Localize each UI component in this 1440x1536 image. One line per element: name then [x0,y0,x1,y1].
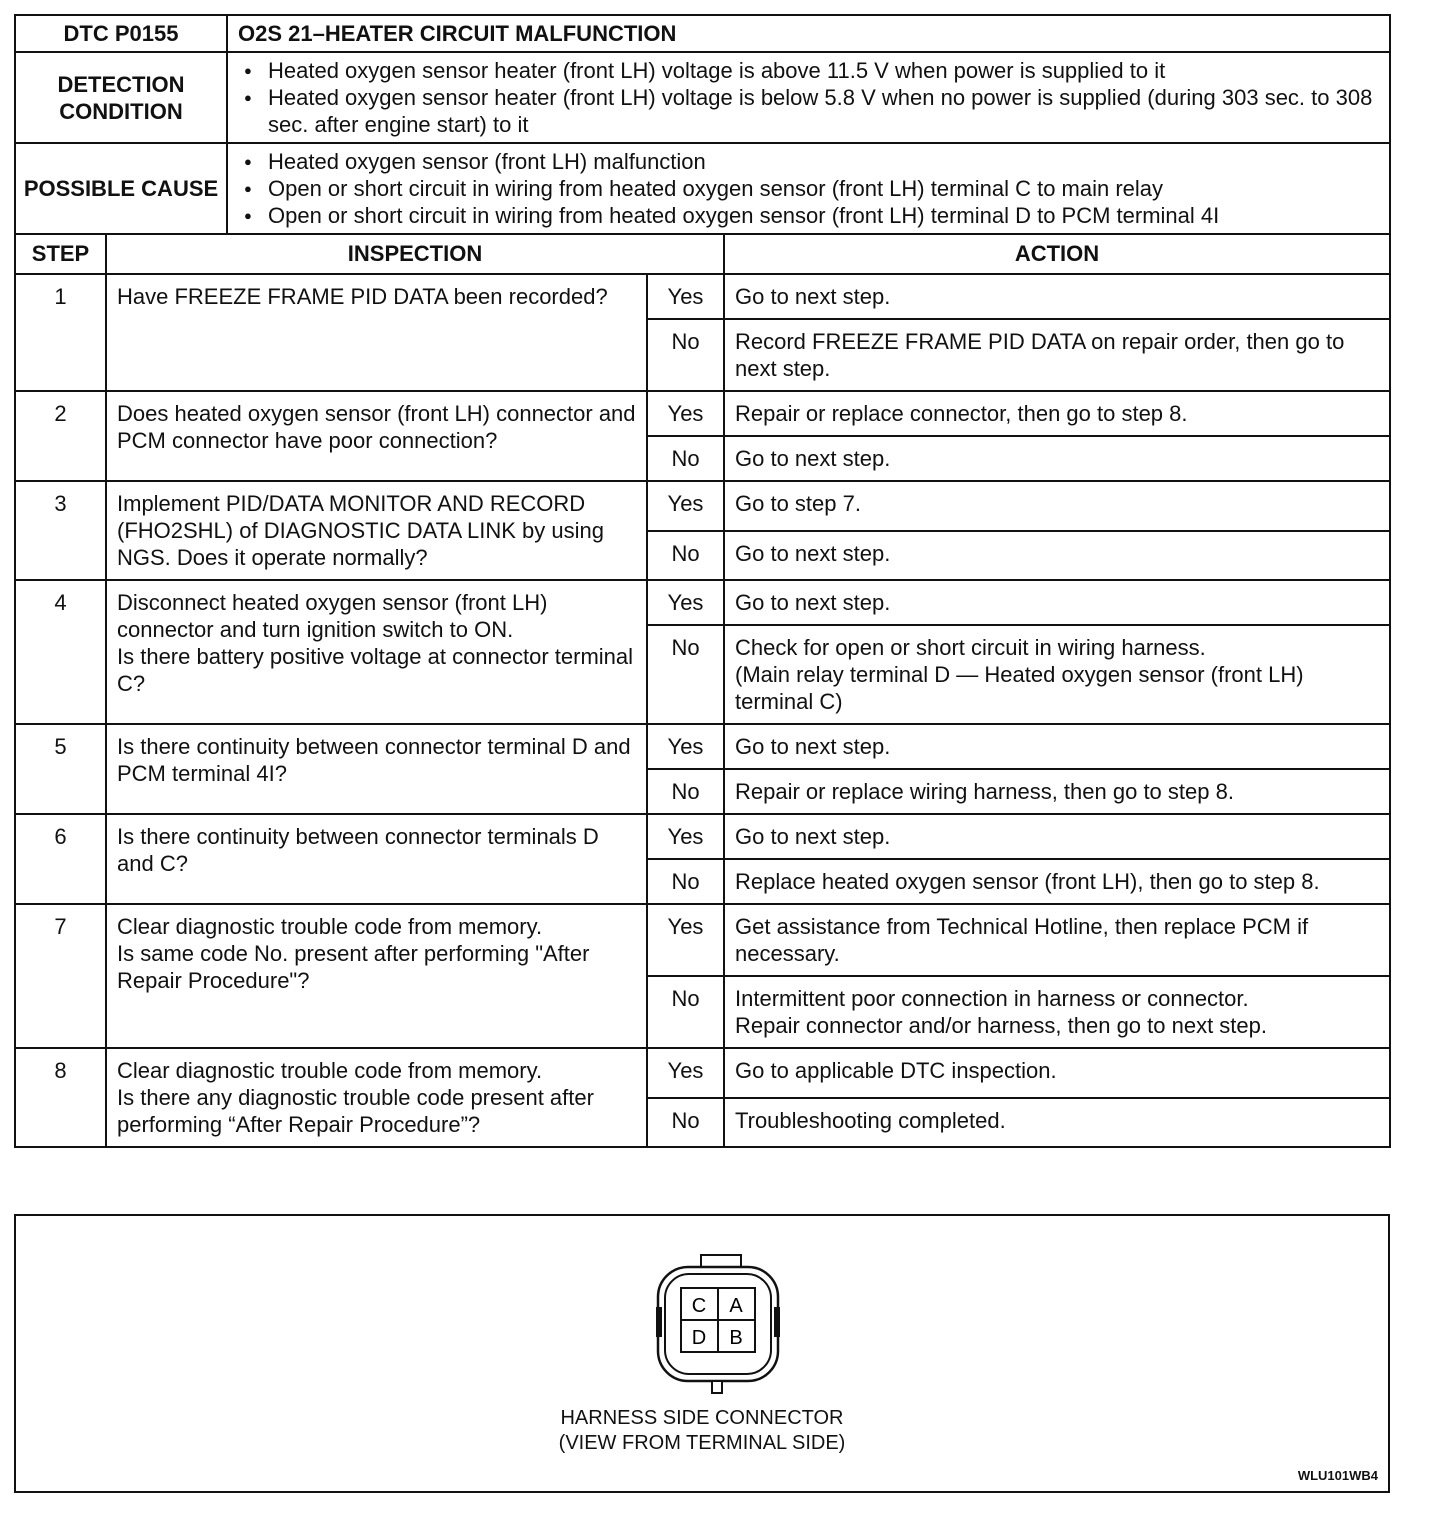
caption-line: HARNESS SIDE CONNECTOR [560,1407,844,1429]
connector-bottom-tab [712,1381,722,1393]
inspection-question: Is there continuity between connector terminal D and PCM terminal 4I? [106,724,647,814]
inspection-question: Clear diagnostic trouble code from memory. Is same code No. present after performing "After Repair Procedure"? [106,904,647,1048]
yes-action: Go to next step. [724,274,1390,319]
table-row [15,724,1390,769]
step-number: 5 [15,724,106,814]
step-number: 1 [15,274,106,391]
no-action: Repair or replace wiring harness, then go to step 8. [724,769,1390,814]
no-action: Troubleshooting completed. [724,1098,1390,1148]
list-item: ● Heated oxygen sensor (front LH) malfunction [238,148,1379,175]
no-action: Check for open or short circuit in wiring harness. (Main relay terminal D — Heated oxygen sensor (front LH) terminal C) [724,625,1390,724]
dtc-header-table [14,14,1391,235]
no-label: No [647,625,724,724]
yes-label: Yes [647,904,724,976]
step-number: 4 [15,580,106,724]
step-number: 2 [15,391,106,481]
detection-condition-list [238,57,1379,138]
yes-label: Yes [647,481,724,531]
yes-action: Go to next step. [724,814,1390,859]
terminal-d-label: D [691,1327,707,1349]
figure-code: WLU101WB4 [1297,1468,1378,1483]
dtc-title-row [15,15,1390,52]
no-action: Intermittent poor connection in harness or connector. Repair connector and/or harness, then go to next step. [724,976,1390,1048]
inspection-question: Have FREEZE FRAME PID DATA been recorded? [106,274,647,391]
table-row [15,904,1390,976]
steps-body [15,274,1390,1147]
list-item: ● Open or short circuit in wiring from heated oxygen sensor (front LH) terminal C to main relay [238,175,1379,202]
table-row [15,814,1390,859]
harness-connector-diagram [656,1242,816,1402]
no-label: No [647,859,724,904]
step-number: 7 [15,904,106,1048]
possible-cause-label: POSSIBLE CAUSE [15,143,227,234]
no-label: No [647,531,724,581]
table-row [15,391,1390,436]
detection-condition-label: DETECTION CONDITION [15,52,227,143]
dtc-title: O2S 21–HEATER CIRCUIT MALFUNCTION [227,15,1390,52]
yes-action: Get assistance from Technical Hotline, then replace PCM if necessary. [724,904,1390,976]
no-action: Go to next step. [724,531,1390,581]
yes-label: Yes [647,274,724,319]
yes-action: Go to next step. [724,724,1390,769]
step-number: 6 [15,814,106,904]
terminal-b-label: B [729,1327,743,1349]
inspection-question: Implement PID/DATA MONITOR AND RECORD (FHO2SHL) of DIAGNOSTIC DATA LINK by using NGS. Does it operate normally? [106,481,647,580]
inspection-column-header: INSPECTION [106,234,724,274]
table-row [15,274,1390,319]
step-column-header: STEP [15,234,106,274]
inspection-question: Disconnect heated oxygen sensor (front LH) connector and turn ignition switch to ON. Is there battery positive voltage at connector terminal C? [106,580,647,724]
no-action: Go to next step. [724,436,1390,481]
table-header-row [15,234,1390,274]
yes-action: Go to applicable DTC inspection. [724,1048,1390,1098]
connector-figure [14,1214,1390,1493]
table-row [15,580,1390,625]
yes-label: Yes [647,814,724,859]
action-column-header: ACTION [724,234,1390,274]
possible-cause-list [238,148,1379,229]
no-action: Replace heated oxygen sensor (front LH), then go to step 8. [724,859,1390,904]
connector-side-key [774,1307,780,1337]
terminal-a-label: A [729,1295,743,1317]
table-row [15,1048,1390,1098]
list-item: ● Heated oxygen sensor heater (front LH) voltage is above 11.5 V when power is supplied to it [238,57,1379,84]
inspection-question: Clear diagnostic trouble code from memory. Is there any diagnostic trouble code present after performing “After Repair Procedure”? [106,1048,647,1147]
connector-side-key [656,1307,662,1337]
yes-action: Repair or replace connector, then go to step 8. [724,391,1390,436]
no-label: No [647,1098,724,1148]
list-item: ● Heated oxygen sensor heater (front LH) voltage is below 5.8 V when no power is supplied (during 303 sec. to 308 sec. after engine start) to it [238,84,1379,138]
yes-label: Yes [647,1048,724,1098]
possible-cause-row [15,143,1390,234]
no-action: Record FREEZE FRAME PID DATA on repair order, then go to next step. [724,319,1390,391]
dtc-code: DTC P0155 [15,15,227,52]
figure-caption [16,1406,1388,1456]
no-label: No [647,769,724,814]
no-label: No [647,976,724,1048]
yes-action: Go to next step. [724,580,1390,625]
list-item: ● Open or short circuit in wiring from heated oxygen sensor (front LH) terminal D to PCM terminal 4I [238,202,1379,229]
inspection-question: Does heated oxygen sensor (front LH) connector and PCM connector have poor connection? [106,391,647,481]
caption-line: (VIEW FROM TERMINAL SIDE) [558,1432,846,1454]
detection-condition-row [15,52,1390,143]
inspection-question: Is there continuity between connector terminals D and C? [106,814,647,904]
yes-label: Yes [647,724,724,769]
diagnostic-sheet [14,14,1391,1148]
table-row [15,481,1390,531]
inspection-steps-table [14,233,1391,1148]
step-number: 3 [15,481,106,580]
step-number: 8 [15,1048,106,1147]
yes-label: Yes [647,580,724,625]
no-label: No [647,436,724,481]
yes-action: Go to step 7. [724,481,1390,531]
yes-label: Yes [647,391,724,436]
no-label: No [647,319,724,391]
terminal-c-label: C [691,1295,707,1317]
